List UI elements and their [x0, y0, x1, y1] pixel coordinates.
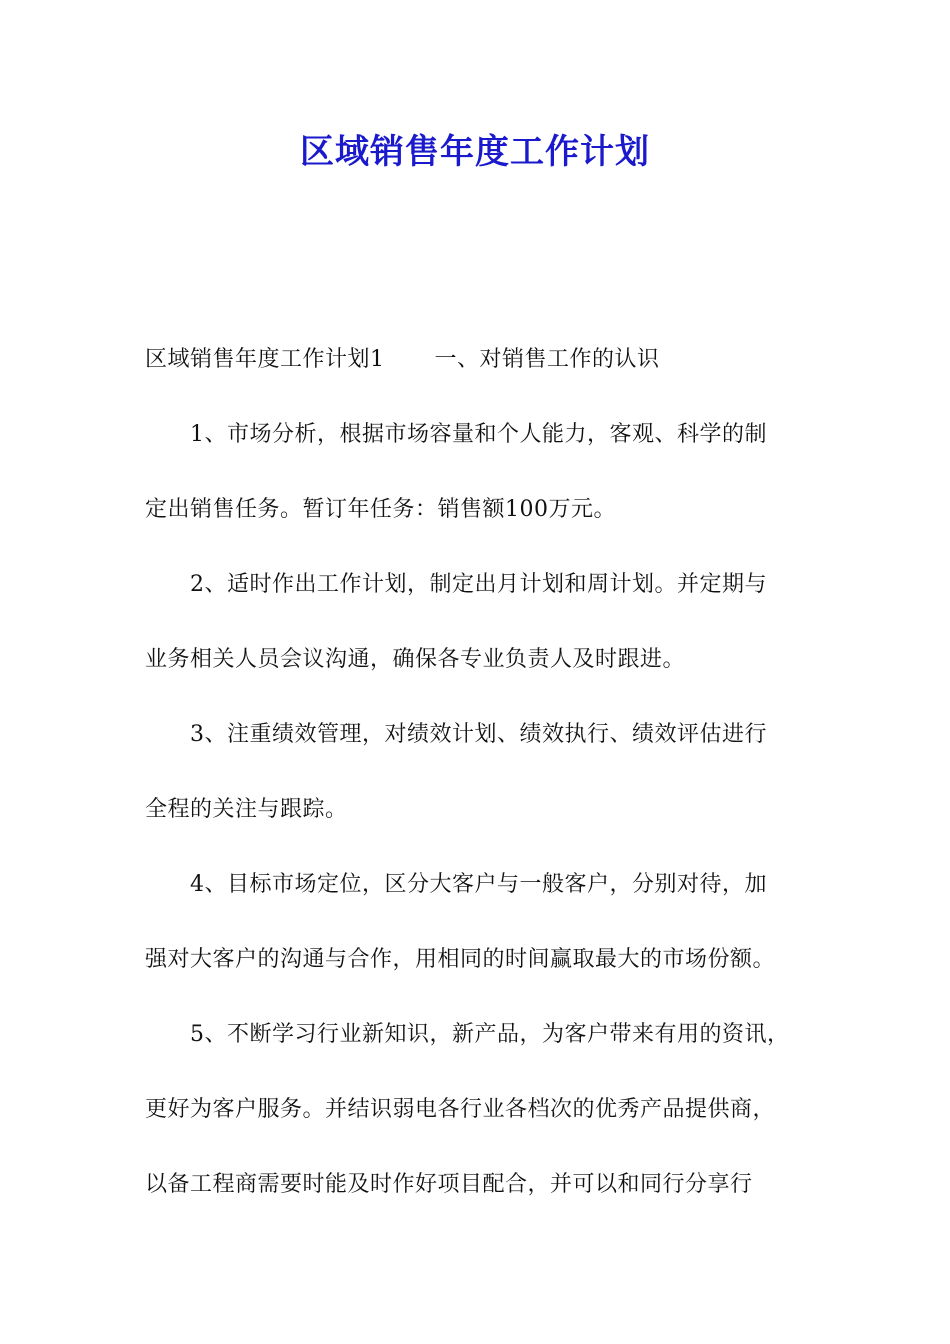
paragraph-line: 3、注重绩效管理，对绩效计划、绩效执行、绩效评估进行: [190, 722, 767, 747]
paragraph-line: 强对大客户的沟通与合作，用相同的时间赢取最大的市场份额。: [145, 947, 776, 972]
paragraph-line: 以备工程商需要时能及时作好项目配合，并可以和同行分享行: [145, 1172, 753, 1197]
paragraph-line: 定出销售任务。暂订年任务：销售额100万元。: [145, 497, 616, 522]
paragraph-line: 4、目标市场定位，区分大客户与一般客户，分别对待，加: [190, 872, 767, 897]
paragraph-line: 5、不断学习行业新知识，新产品，为客户带来有用的资讯，: [190, 1022, 790, 1047]
paragraph-line: 更好为客户服务。并结识弱电各行业各档次的优秀产品提供商，: [145, 1097, 776, 1122]
intro-line: [145, 344, 825, 376]
paragraph-line: 业务相关人员会议沟通，确保各专业负责人及时跟进。: [145, 647, 686, 672]
paragraph-line: 1、市场分析，根据市场容量和个人能力，客观、科学的制: [190, 422, 767, 447]
section-heading: 一、对销售工作的认识: [434, 347, 660, 372]
intro-heading: 区域销售年度工作计划1: [145, 347, 385, 372]
paragraph-line: 全程的关注与跟踪。: [145, 797, 348, 822]
paragraph-line: 2、适时作出工作计划，制定出月计划和周计划。并定期与: [190, 572, 767, 597]
document-title: 区域销售年度工作计划: [300, 132, 650, 172]
